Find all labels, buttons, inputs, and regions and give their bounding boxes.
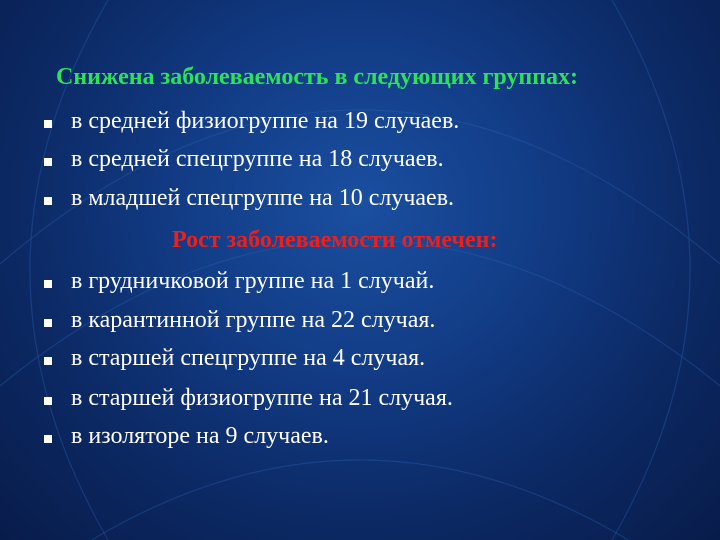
list-item — [44, 419, 329, 453]
list-item-text: в старшей спецгруппе на 4 случая. — [71, 345, 426, 371]
list-item — [44, 104, 459, 138]
list-item-text: в средней физиогруппе на 19 случаев. — [71, 108, 460, 134]
heading-decrease: Снижена заболеваемость в следующих группах: — [56, 64, 579, 90]
list-item-text: в грудничковой группе на 1 случай. — [71, 268, 435, 294]
list-item-text: в средней спецгруппе на 18 случаев. — [71, 146, 444, 172]
square-bullet-icon — [44, 357, 52, 365]
square-bullet-icon — [44, 120, 52, 128]
square-bullet-icon — [44, 197, 52, 205]
square-bullet-icon — [44, 397, 52, 405]
square-bullet-icon — [44, 435, 52, 443]
list-item-text: в младшей спецгруппе на 10 случаев. — [71, 185, 455, 211]
square-bullet-icon — [44, 158, 52, 166]
list-item-text: в старшей физиогруппе на 21 случая. — [71, 385, 453, 411]
list-item — [44, 303, 435, 337]
square-bullet-icon — [44, 280, 52, 288]
square-bullet-icon — [44, 319, 52, 327]
list-item — [44, 181, 454, 215]
heading-increase: Рост заболеваемости отмечен: — [172, 227, 498, 253]
list-item — [44, 341, 425, 375]
list-item-text: в карантинной группе на 22 случая. — [71, 307, 436, 333]
list-item-text: в изоляторе на 9 случаев. — [71, 423, 329, 449]
list-item — [44, 381, 453, 415]
list-item — [44, 264, 434, 298]
list-item — [44, 142, 444, 176]
